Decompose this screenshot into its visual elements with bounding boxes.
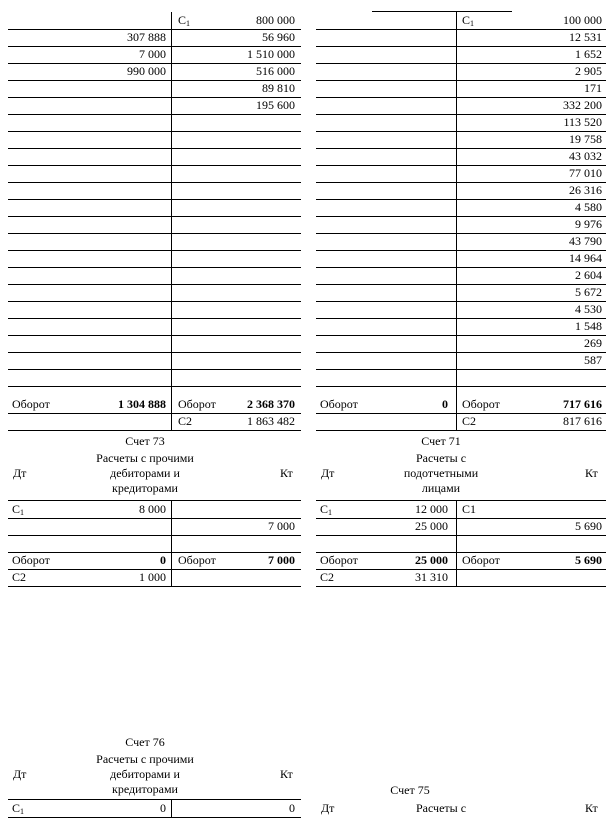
empty-row — [8, 182, 301, 200]
credit-value: 77 010 — [569, 166, 602, 180]
oborot-label: Оборот — [178, 553, 216, 567]
table-row — [316, 518, 606, 536]
oborot-credit: 5 690 — [575, 553, 602, 567]
table-row — [316, 131, 606, 149]
table-row — [316, 216, 606, 234]
acc73-dt: Дт — [13, 466, 27, 480]
acc73-name — [60, 451, 230, 496]
table-row — [316, 318, 606, 336]
acc73-kt: Кт — [280, 466, 293, 480]
empty-row — [316, 369, 606, 387]
c2-label: С2 — [320, 570, 335, 584]
acc73-table — [8, 501, 301, 587]
table-row — [8, 29, 301, 47]
acc71-table — [316, 501, 606, 587]
empty-row — [8, 284, 301, 302]
oborot-label: Оборот — [320, 397, 358, 411]
empty-row — [8, 301, 301, 319]
credit-value: 195 600 — [256, 98, 295, 112]
acc75-name — [356, 801, 526, 816]
credit-value: 89 810 — [262, 81, 295, 95]
table-row — [316, 182, 606, 200]
credit-value: 56 960 — [262, 30, 295, 44]
acc75-kt: Кт — [585, 801, 598, 815]
c1-label: $С_1$ — [320, 502, 333, 517]
empty-row — [8, 165, 301, 183]
oborot-label: Оборот — [12, 397, 50, 411]
acc76-dt: Дт — [13, 767, 27, 781]
oborot-label: Оборот — [12, 553, 50, 567]
credit-value: 516 000 — [256, 64, 295, 78]
c1-credit: 0 — [289, 801, 295, 815]
acc71-name-line: лицами — [421, 481, 461, 495]
acc73-name-line: дебиторами и — [110, 466, 180, 480]
empty-row — [8, 535, 301, 553]
table-row — [316, 233, 606, 251]
acc73-c1-row — [8, 501, 301, 519]
table-row — [316, 199, 606, 217]
oborot-label: Оборот — [178, 397, 216, 411]
table-row — [8, 63, 301, 81]
acc76-c1-row — [8, 800, 301, 818]
c2-debit: 1 000 — [139, 570, 166, 584]
table-row — [316, 148, 606, 166]
c1-credit: 100 000 — [563, 13, 602, 27]
table-row — [316, 335, 606, 353]
oborot-credit: 717 616 — [563, 397, 602, 411]
acc76-title: Счет 76 — [125, 735, 165, 749]
c2-row — [316, 413, 606, 431]
c2-label: С2 — [462, 414, 477, 428]
c1-debit: 8 000 — [139, 502, 166, 516]
credit-value: 4 580 — [575, 200, 602, 214]
table-row — [316, 284, 606, 302]
empty-row — [8, 369, 301, 387]
credit-value: 1 652 — [575, 47, 602, 61]
oborot-row — [8, 396, 301, 414]
empty-row — [316, 535, 606, 553]
c1-label: $С_1$ — [178, 13, 191, 28]
credit-value: 269 — [584, 336, 602, 350]
credit-value: 14 964 — [569, 251, 602, 265]
credit-value: 5 690 — [575, 519, 602, 533]
acc76-name-line: Расчеты с прочими — [96, 752, 194, 766]
c2-row — [316, 569, 606, 587]
credit-value: 12 531 — [569, 30, 602, 44]
empty-row — [8, 233, 301, 251]
oborot-row — [316, 552, 606, 570]
acc75-title: Счет 75 — [390, 783, 430, 797]
credit-value: 26 316 — [569, 183, 602, 197]
empty-row — [8, 131, 301, 149]
acc73-name-line: Расчеты с прочими — [96, 451, 194, 465]
acc71-name-line: подотчетными — [403, 466, 479, 480]
table-row — [316, 63, 606, 81]
c2-debit: 31 310 — [415, 570, 448, 584]
oborot-label: Оборот — [320, 553, 358, 567]
acc76-table — [8, 800, 301, 818]
left-top-c1-row — [8, 12, 301, 30]
debit-value: 307 888 — [127, 30, 166, 44]
acc76-name-line: дебиторами и — [110, 767, 180, 781]
empty-row — [8, 250, 301, 268]
acc76-kt: Кт — [280, 767, 293, 781]
table-row — [316, 114, 606, 132]
credit-value: 19 758 — [569, 132, 602, 146]
oborot-debit: 0 — [442, 397, 448, 411]
c1-label: $С_1$ — [12, 801, 25, 816]
empty-row — [8, 216, 301, 234]
table-row — [316, 29, 606, 47]
oborot-label: Оборот — [462, 397, 500, 411]
empty-row — [8, 199, 301, 217]
oborot-label: Оборот — [462, 553, 500, 567]
empty-row — [8, 148, 301, 166]
oborot-credit: 2 368 370 — [247, 397, 295, 411]
credit-value: 2 905 — [575, 64, 602, 78]
table-row — [316, 267, 606, 285]
acc71-c1-row — [316, 501, 606, 519]
c1-label: $С_1$ — [462, 13, 475, 28]
empty-row — [8, 352, 301, 370]
c2-credit: 1 863 482 — [247, 414, 295, 428]
acc71-name — [356, 451, 526, 496]
credit-value: 9 976 — [575, 217, 602, 231]
left-top-account — [8, 12, 301, 430]
table-row — [8, 97, 301, 115]
credit-value: 5 672 — [575, 285, 602, 299]
debit-value: 7 000 — [139, 47, 166, 61]
credit-value: 7 000 — [268, 519, 295, 533]
empty-row — [8, 114, 301, 132]
c2-credit: 817 616 — [563, 414, 602, 428]
c1-credit: 800 000 — [256, 13, 295, 27]
acc71-kt: Кт — [585, 466, 598, 480]
table-row — [8, 518, 301, 536]
credit-value: 1 548 — [575, 319, 602, 333]
table-row — [8, 80, 301, 98]
debit-value: 25 000 — [415, 519, 448, 533]
empty-row — [8, 267, 301, 285]
credit-value: 171 — [584, 81, 602, 95]
credit-value: 2 604 — [575, 268, 602, 282]
table-row — [316, 97, 606, 115]
empty-row — [8, 318, 301, 336]
table-row — [316, 352, 606, 370]
c1-label: $С_1$ — [12, 502, 25, 517]
table-row — [316, 165, 606, 183]
acc75-name-line: Расчеты с — [415, 801, 467, 815]
acc73-title: Счет 73 — [125, 434, 165, 448]
oborot-row — [8, 552, 301, 570]
acc76-name — [60, 752, 230, 797]
c2-label: С2 — [12, 570, 27, 584]
oborot-debit: 25 000 — [415, 553, 448, 567]
acc73-name-line: кредиторами — [112, 481, 178, 495]
c1-credit-label: С1 — [462, 502, 477, 516]
oborot-row — [316, 396, 606, 414]
right-top-c1-row — [316, 12, 606, 30]
oborot-debit: 0 — [160, 553, 166, 567]
credit-value: 43 790 — [569, 234, 602, 248]
credit-value: 113 520 — [563, 115, 602, 129]
c2-row — [8, 413, 301, 431]
oborot-credit: 7 000 — [268, 553, 295, 567]
empty-row — [8, 335, 301, 353]
table-row — [8, 46, 301, 64]
acc76-name-line: кредиторами — [112, 782, 178, 796]
table-row — [316, 250, 606, 268]
right-top-account — [316, 12, 606, 430]
credit-value: 332 200 — [563, 98, 602, 112]
table-row — [316, 301, 606, 319]
credit-value: 43 032 — [569, 149, 602, 163]
credit-value: 1 510 000 — [247, 47, 295, 61]
table-row — [316, 80, 606, 98]
credit-value: 4 530 — [575, 302, 602, 316]
acc75-dt: Дт — [321, 801, 335, 815]
c1-debit: 0 — [160, 801, 166, 815]
c2-label: С2 — [178, 414, 193, 428]
c1-debit: 12 000 — [415, 502, 448, 516]
table-row — [316, 46, 606, 64]
acc71-dt: Дт — [321, 466, 335, 480]
acc71-name-line: Расчеты с — [415, 451, 467, 465]
c2-row — [8, 569, 301, 587]
oborot-debit: 1 304 888 — [118, 397, 166, 411]
acc71-title: Счет 71 — [421, 434, 461, 448]
debit-value: 990 000 — [127, 64, 166, 78]
credit-value: 587 — [584, 353, 602, 367]
